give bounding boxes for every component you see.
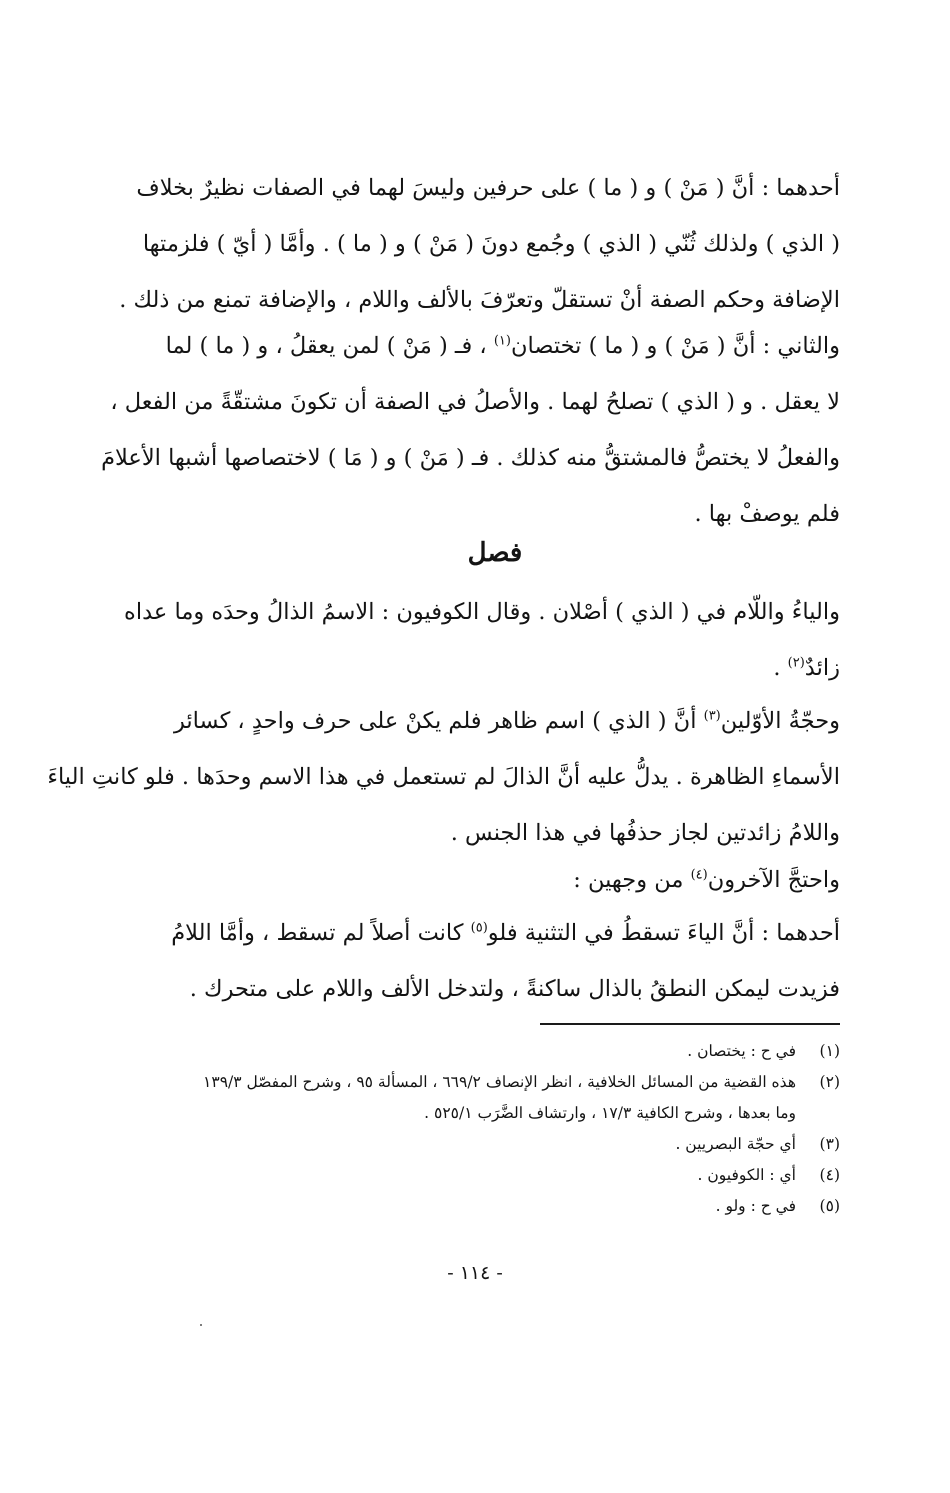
footnote-ref-3: (٣) [703, 708, 721, 724]
text-line: الأسماءِ الظاهرة . يدلُّ عليه أنَّ الذالَ لم تستعمل في هذا الاسم وحدَها . فلو كانتِ الياءَ [47, 764, 840, 790]
footnote-text [150, 1129, 796, 1160]
footnote-number: (٣) [819, 1135, 840, 1153]
footnote-line: أي : الكوفيون . [697, 1166, 796, 1184]
footnote [150, 1067, 840, 1129]
footnote-ref-5: (٥) [470, 920, 488, 936]
text-line: أحدهما : أنَّ ( مَنْ ) و ( ما ) على حرفين وليسَ لهما في الصفات نظيرٌ بخلاف [136, 175, 840, 201]
footnote-line: في ح : ولو . [715, 1197, 796, 1215]
text-run: زائدٌ [804, 655, 840, 681]
text-run: والثاني : أنَّ ( مَنْ ) و ( ما ) تختصان [510, 333, 840, 359]
footnote-separator [540, 1023, 840, 1025]
text-run: . [773, 655, 788, 681]
footnote-text [150, 1160, 796, 1191]
paragraph-1 [119, 160, 840, 328]
footnote [150, 1191, 840, 1222]
text-run: وحجّةُ الأوّلين [720, 708, 840, 734]
text-run: أحدهما : أنَّ الياءَ تسقطُ في التثنية فلو [487, 920, 840, 946]
text-line: الإضافة وحكم الصفة أنْ تستقلّ وتعرّفَ بالألف واللام ، والإضافة تمنع من ذلك . [119, 287, 840, 313]
footnote-text [150, 1067, 796, 1129]
footnote-line: وما بعدها ، وشرح الكافية ١٧/٣ ، وارتشاف الضَّرَب ٥٢٥/١ . [424, 1104, 796, 1122]
text-line: فلم يوصفْ بها . [694, 501, 840, 527]
text-line [150, 640, 840, 696]
text-line [150, 693, 840, 749]
text-line: فزيدت ليمكن النطقُ بالذال ساكنةً ، ولتدخل الألف واللام على متحرك . [189, 976, 840, 1002]
page-number: - ١١٤ - [447, 1262, 503, 1284]
footnotes [150, 1036, 840, 1222]
text-line [150, 905, 840, 961]
footnote [150, 1036, 840, 1067]
footnote-ref-1: (١) [493, 333, 511, 349]
paragraph-3 [124, 584, 840, 696]
text-line: واللامُ زائدتين لجاز حذفُها في هذا الجنس . [450, 820, 840, 846]
footnote-ref-2: (٢) [787, 655, 805, 671]
section-heading: فصل [467, 538, 523, 568]
text-line: والياءُ واللّام في ( الذي ) أصْلان . وقال الكوفيون : الاسمُ الذالُ وحدَه وما عداه [124, 599, 840, 625]
scan-speck [200, 1324, 202, 1326]
footnote-number: (١) [819, 1042, 840, 1060]
footnote-number: (٤) [819, 1166, 840, 1184]
text-run: ، فـ ( مَنْ ) لمن يعقلُ ، و ( ما ) لما [165, 333, 494, 359]
footnote-number: (٢) [819, 1073, 840, 1091]
text-line [150, 852, 840, 908]
paragraph-6 [150, 905, 840, 1017]
footnote-ref-4: (٤) [690, 867, 708, 883]
text-line: لا يعقل . و ( الذي ) تصلحُ لهما . والأصلُ في الصفة أن تكونَ مشتقّةً من الفعل ، [110, 389, 840, 415]
text-run: كانت أصلاً لم تسقط ، وأمَّا اللامُ [171, 920, 471, 946]
text-run: أنَّ ( الذي ) اسم ظاهر فلم يكنْ على حرف واحدٍ ، كسائر [173, 708, 704, 734]
paragraph-2 [101, 318, 840, 542]
text-run: واحتجَّ الآخرون [707, 867, 840, 893]
footnote [150, 1160, 840, 1191]
text-run: من وجهين : [573, 867, 691, 893]
footnote-line: في ح : يختصان . [687, 1042, 796, 1060]
text-line: والفعلُ لا يختصُّ فالمشتقُّ منه كذلك . فـ ( مَنْ ) و ( مَا ) لاختصاصها أشبها الأعلامَ [101, 445, 840, 471]
text-line: ( الذي ) ولذلك ثُنّي ( الذي ) وجُمع دونَ ( مَنْ ) و ( ما ) . وأمَّا ( أيّ ) فلزمتها [142, 231, 840, 257]
paragraph-4 [47, 693, 840, 861]
footnote-line: هذه القضية من المسائل الخلافية ، انظر الإنصاف ٦٦٩/٢ ، المسألة ٩٥ ، وشرح المفصّل ١٣٩/٣ [203, 1073, 796, 1091]
text-line [150, 318, 840, 374]
footnote-text [150, 1191, 796, 1222]
paragraph-5 [150, 852, 840, 908]
footnote-line: أي حجّة البصريين . [675, 1135, 796, 1153]
footnote-number: (٥) [819, 1197, 840, 1215]
footnote-text [150, 1036, 796, 1067]
footnote [150, 1129, 840, 1160]
